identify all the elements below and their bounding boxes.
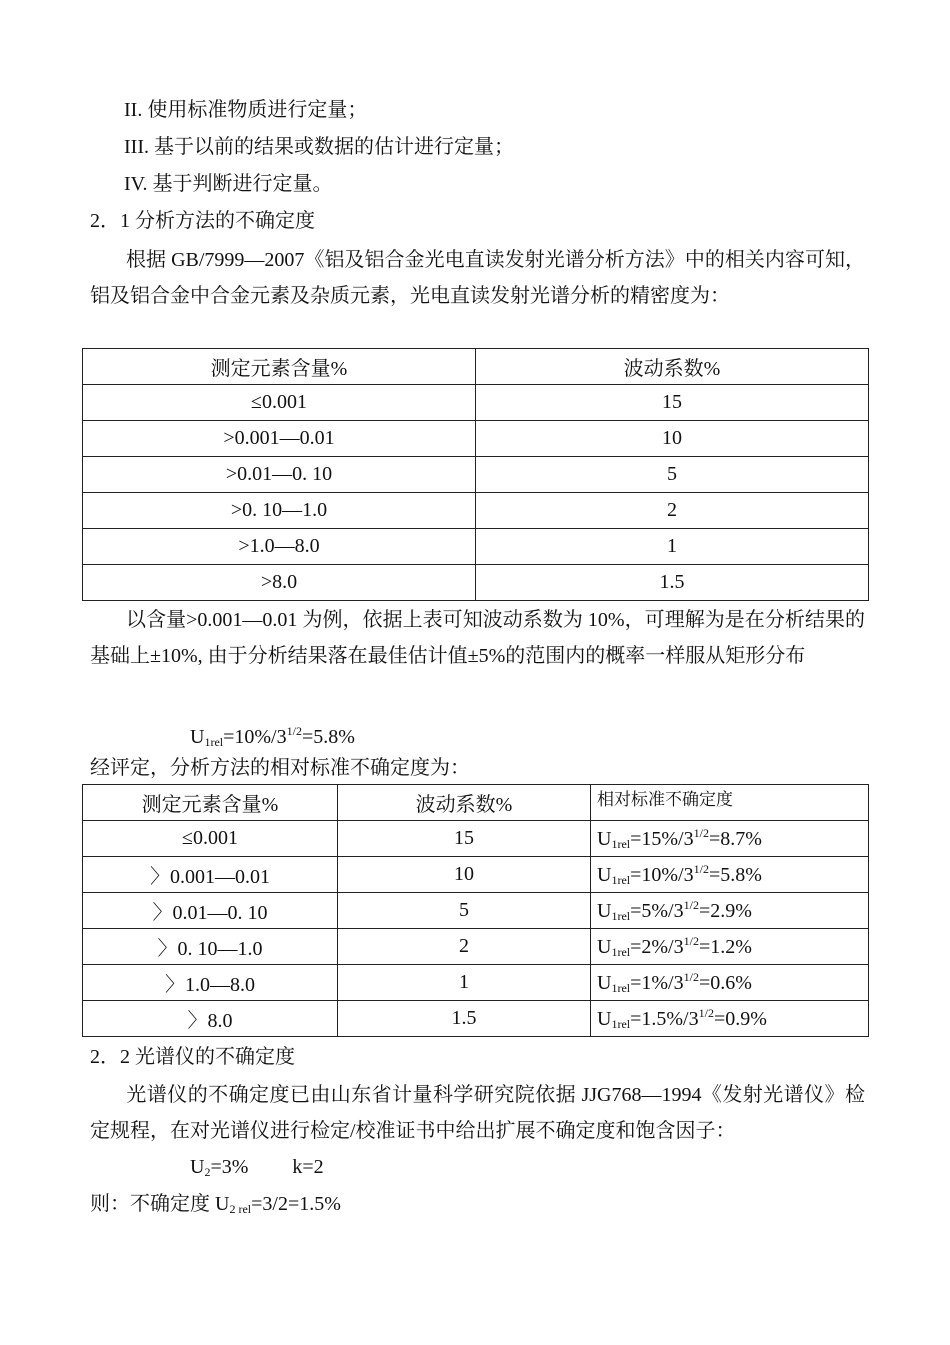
section-heading: 2．1 分析方法的不确定度 — [90, 210, 315, 232]
table-row — [83, 893, 869, 929]
uncertainty-table — [82, 784, 869, 1037]
table-row — [83, 1001, 869, 1037]
table-cell: 〉0. 10—1.0 — [83, 929, 338, 965]
table-row — [83, 965, 869, 1001]
paragraph: 光谱仪的不确定度已由山东省计量科学研究院依据 JJG768—1994《发射光谱仪》检定规程，在对光谱仪进行检定/校准证书中给出扩展不确定度和饱含因子： — [90, 1084, 865, 1142]
table-header-row — [83, 785, 869, 821]
table-cell: ≤0.001 — [83, 821, 338, 857]
table-cell: 1 — [476, 529, 869, 565]
table-cell: $U_{1rel}=1\%/3^{1/2}=0.6\%$ — [591, 965, 869, 1001]
table-cell: $U_{1rel}=15\%/3^{1/2}=8.7\%$ — [591, 821, 869, 857]
table-cell: 〉1.0—8.0 — [83, 965, 338, 1001]
paragraph: 经评定，分析方法的相对标准不确定度为： — [90, 757, 470, 779]
table-cell: 1.5 — [476, 565, 869, 601]
table-cell: >8.0 — [83, 565, 476, 601]
table-cell: 1.5 — [338, 1001, 591, 1037]
table-cell: >0.001—0.01 — [83, 421, 476, 457]
table-cell: $U_{1rel}=5\%/3^{1/2}=2.9\%$ — [591, 893, 869, 929]
table-row — [83, 857, 869, 893]
table-cell: 5 — [476, 457, 869, 493]
table-cell: 5 — [338, 893, 591, 929]
paragraph: 根据 GB/7999—2007《铝及铝合金光电直读发射光谱分析方法》中的相关内容可知，铝及铝合金中合金元素及杂质元素，光电直读发射光谱分析的精密度为： — [90, 249, 865, 307]
table-cell: $U_{1rel}=1.5\%/3^{1/2}=0.9\%$ — [591, 1001, 869, 1037]
formula: $U_2=3\%$ k=2 — [190, 1156, 324, 1179]
paragraph: 以含量>0.001—0.01 为例，依据上表可知波动系数为 10%，可理解为是在分析结果的基础上±10%, 由于分析结果落在最佳估计值±5%的范围内的概率一样服从矩形分布 — [90, 609, 865, 667]
table-cell: 〉0.01—0. 10 — [83, 893, 338, 929]
precision-table — [82, 348, 869, 601]
table-row — [83, 457, 869, 493]
table-header-row — [83, 349, 869, 385]
table-cell: 2 — [338, 929, 591, 965]
formula: 则：不确定度 $U_{2 rel}=3/2=1.5\%$ — [90, 1193, 341, 1216]
list-item: III. 基于以前的结果或数据的估计进行定量； — [124, 136, 514, 158]
table-cell: >0.01—0. 10 — [83, 457, 476, 493]
table-row — [83, 421, 869, 457]
table-cell: >0. 10—1.0 — [83, 493, 476, 529]
table-header-cell: 测定元素含量% — [83, 785, 338, 821]
formula: $U_{1rel}=10\%/3^{1/2}=5.8\%$ — [190, 724, 355, 749]
table-row — [83, 385, 869, 421]
table-cell: 10 — [338, 857, 591, 893]
table-header-cell: 波动系数% — [338, 785, 591, 821]
table-row — [83, 493, 869, 529]
list-item: IV. 基于判断进行定量。 — [124, 173, 333, 195]
table-row — [83, 929, 869, 965]
table-cell: ≤0.001 — [83, 385, 476, 421]
table-cell: $U_{1rel}=10\%/3^{1/2}=5.8\%$ — [591, 857, 869, 893]
table-header-cell: 波动系数% — [476, 349, 869, 385]
table-row — [83, 821, 869, 857]
table-cell: 1 — [338, 965, 591, 1001]
section-heading: 2．2 光谱仪的不确定度 — [90, 1046, 295, 1068]
table-cell: 15 — [338, 821, 591, 857]
table-cell: 15 — [476, 385, 869, 421]
table-cell: >1.0—8.0 — [83, 529, 476, 565]
table-row — [83, 529, 869, 565]
table-header-cell: 测定元素含量% — [83, 349, 476, 385]
table-cell: 10 — [476, 421, 869, 457]
table-header-cell: 相对标准不确定度 — [591, 785, 869, 821]
table-row — [83, 565, 869, 601]
table-cell: 〉8.0 — [83, 1001, 338, 1037]
table-cell: $U_{1rel}=2\%/3^{1/2}=1.2\%$ — [591, 929, 869, 965]
list-item: II. 使用标准物质进行定量； — [124, 99, 368, 121]
table-cell: 2 — [476, 493, 869, 529]
table-cell: 〉0.001—0.01 — [83, 857, 338, 893]
